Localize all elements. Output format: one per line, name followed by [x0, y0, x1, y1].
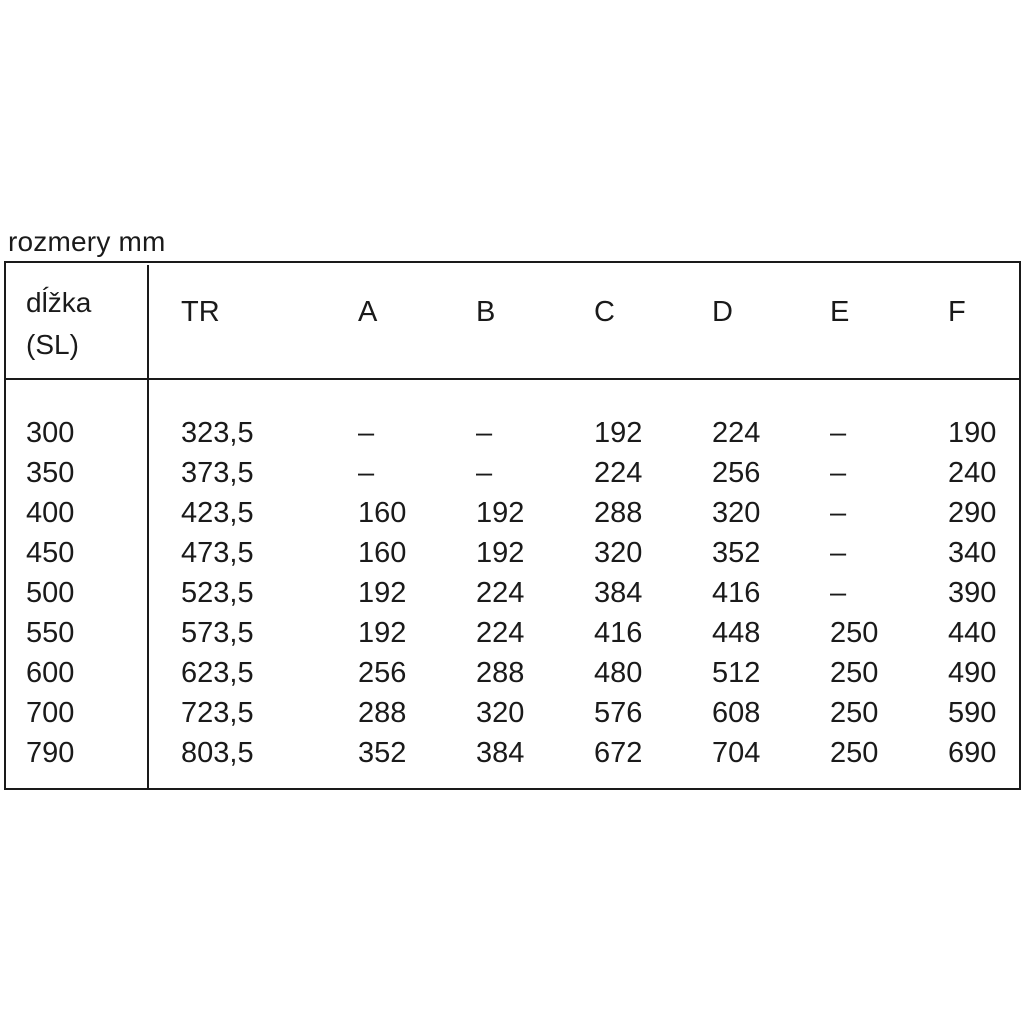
table-row — [0, 653, 1024, 693]
table-cell: – — [830, 537, 847, 569]
table-cell: 192 — [476, 537, 525, 569]
length-cell: 500 — [26, 577, 75, 609]
length-cell: 600 — [26, 657, 75, 689]
column-header: F — [948, 296, 966, 328]
length-cell: 550 — [26, 617, 75, 649]
table-cell: 384 — [594, 577, 643, 609]
table-cell: 250 — [830, 657, 879, 689]
column-header: C — [594, 296, 615, 328]
table-cell: 672 — [594, 737, 643, 769]
table-cell: 623,5 — [181, 657, 254, 689]
table-cell: 256 — [712, 457, 761, 489]
table-cell: 192 — [594, 417, 643, 449]
table-cell: – — [830, 457, 847, 489]
table-cell: 690 — [948, 737, 997, 769]
table-cell: 224 — [594, 457, 643, 489]
column-header: TR — [181, 296, 220, 328]
table-cell: 576 — [594, 697, 643, 729]
table-cell: 448 — [712, 617, 761, 649]
length-cell: 350 — [26, 457, 75, 489]
table-cell: 192 — [358, 577, 407, 609]
length-cell: 300 — [26, 417, 75, 449]
table-cell: 352 — [712, 537, 761, 569]
table-cell: 704 — [712, 737, 761, 769]
table-cell: 288 — [358, 697, 407, 729]
table-cell: 192 — [476, 497, 525, 529]
table-cell: – — [830, 497, 847, 529]
length-header-label: dĺžka — [26, 287, 92, 318]
table-cell: 256 — [358, 657, 407, 689]
table-row — [0, 733, 1024, 773]
column-header: B — [476, 296, 496, 328]
table-cell: 440 — [948, 617, 997, 649]
column-header: D — [712, 296, 733, 328]
table-cell: 340 — [948, 537, 997, 569]
table-cell: – — [830, 417, 847, 449]
length-cell: 400 — [26, 497, 75, 529]
table-row — [0, 573, 1024, 613]
table-cell: 250 — [830, 737, 879, 769]
table-row — [0, 413, 1024, 453]
table-cell: 473,5 — [181, 537, 254, 569]
table-cell: 250 — [830, 617, 879, 649]
table-cell: 240 — [948, 457, 997, 489]
table-cell: 480 — [594, 657, 643, 689]
table-row — [0, 613, 1024, 653]
table-cell: – — [476, 457, 493, 489]
table-cell: 803,5 — [181, 737, 254, 769]
table-cell: 224 — [712, 417, 761, 449]
table-cell: – — [358, 457, 375, 489]
table-cell: – — [830, 577, 847, 609]
length-header — [26, 283, 91, 365]
table-cell: 290 — [948, 497, 997, 529]
table-row — [0, 493, 1024, 533]
length-header-unit: (SL) — [26, 329, 79, 360]
table-cell: 523,5 — [181, 577, 254, 609]
table-cell: 573,5 — [181, 617, 254, 649]
table-cell: 490 — [948, 657, 997, 689]
table-caption: rozmery mm — [8, 226, 166, 257]
table-cell: 224 — [476, 577, 525, 609]
header-divider — [4, 378, 1019, 380]
table-cell: 384 — [476, 737, 525, 769]
table-cell: 590 — [948, 697, 997, 729]
table-cell: 288 — [476, 657, 525, 689]
table-cell: 373,5 — [181, 457, 254, 489]
column-header: A — [358, 296, 378, 328]
table-cell: 352 — [358, 737, 407, 769]
table-cell: 723,5 — [181, 697, 254, 729]
table-cell: 423,5 — [181, 497, 254, 529]
column-header: E — [830, 296, 850, 328]
table-cell: 288 — [594, 497, 643, 529]
table-cell: 320 — [712, 497, 761, 529]
table-cell: 608 — [712, 697, 761, 729]
table-cell: 512 — [712, 657, 761, 689]
length-cell: 700 — [26, 697, 75, 729]
table-cell: 416 — [594, 617, 643, 649]
table-cell: 390 — [948, 577, 997, 609]
table-cell: 160 — [358, 537, 407, 569]
table-row — [0, 453, 1024, 493]
table-cell: 320 — [476, 697, 525, 729]
table-cell: 192 — [358, 617, 407, 649]
table-cell: 190 — [948, 417, 997, 449]
length-cell: 450 — [26, 537, 75, 569]
table-row — [0, 693, 1024, 733]
table-cell: – — [476, 417, 493, 449]
table-row — [0, 533, 1024, 573]
length-cell: 790 — [26, 737, 75, 769]
table-cell: 224 — [476, 617, 525, 649]
table-cell: 320 — [594, 537, 643, 569]
table-cell: – — [358, 417, 375, 449]
table-cell: 160 — [358, 497, 407, 529]
table-cell: 250 — [830, 697, 879, 729]
table-cell: 416 — [712, 577, 761, 609]
table-cell: 323,5 — [181, 417, 254, 449]
